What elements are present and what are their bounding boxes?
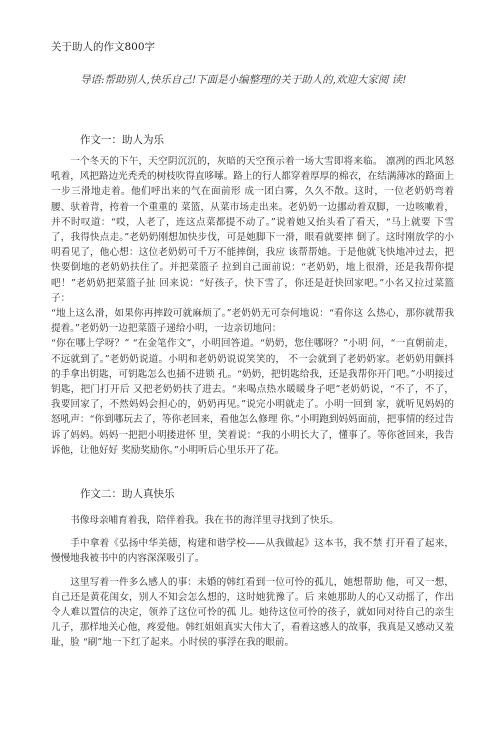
- essay1-heading: 作文一：助人为乐: [80, 134, 164, 146]
- document-title: 关于助人的作文800字: [51, 41, 156, 53]
- essay2-heading: 作文二：助人真快乐: [80, 488, 175, 500]
- essay2-paragraph: 手中拿着《弘扬中华美德，构建和谐学校——从我做起》这本书，我不禁 打开看了起来，慢慢地我被书中的内容深深吸引了。: [51, 538, 454, 565]
- essay2-paragraph: 这里写着一件多么感人的事：未婚的韩红看到一位可怜的孤儿，她想帮助 他，可又一想，自己还是黄花闺女，别人不知会怎么想的，这时她犹豫了。后 来她那助人的心又动摇了，作出令人难以置信的决定，领养了这位可怜的孤 儿。她待这位可怜的孩子，就如同对待自己的亲生儿子，那样地关心他，疼爱他。韩红姐姐真实大伟大了，看着这感人的故事，我真是又感动又羞耻，脸 “刷”地一下红了起来。小时侯的事浮在我的眼前。: [51, 576, 454, 649]
- essay1-body: [51, 154, 454, 458]
- essay1-paragraph: 一个冬天的下午，天空阴沉沉的，灰暗的天空预示着一场大雪即将来临。 凛冽的西北风怒吼着，风把路边光秃秃的树枝吹得直哆嗦。路上的行人都穿着厚厚的棉衣，在结满薄冰的路面上一步三滑地走着。他们呼出来的气在面前形 成一团白雾，久久不散。这时，一位老奶奶弯着腰、驮着背，挎着一个重重的 菜篮，从菜市场走出来。老奶奶一边挪动着双脚，一边咳嗽着，并不时叹道：“哎，人老了，连这点菜都提不动了。”说着她又抬头看了看天，“马上就要 下雪了，我得快点走。”老奶奶刚想加快步伐，可是她脚下一滑，眼看就要摔 倒了。这时刚放学的小明看见了，他心想：这位老奶奶可千万不能摔倒，我应 该帮帮她。于是他就飞快地冲过去，把快要倒地的老奶奶扶住了。并把菜篮子 拉到自己面前说：“老奶奶，地上很滑，还是我帮你提吧！”老奶奶把菜篮子扯 回来说：“好孩子，快下雪了，你还是赶快回家吧。”小名又拉过菜篮子：: [51, 156, 454, 304]
- essay2-body: [51, 513, 454, 651]
- intro-text: 导语:帮助别人,快乐自己!下面是小编整理的关于助人的,欢迎大家阅 读!: [80, 74, 407, 86]
- essay1-paragraph: “地上这么滑，如果你再摔跤可就麻烦了。”老奶奶无可奈何地说：“看你这 么热心，那你就帮我提着。”老奶奶一边把菜篮子递给小明，一边亲切地问：: [51, 308, 454, 335]
- essay1-paragraph: “你在哪上学呀？” “在金笔作文”，小明回答道。“奶奶，您住哪呀？”小明 问，“一直朝前走，不远就到了。”老奶奶说道。小明和老奶奶说说笑笑的， 不一会就到了老奶奶家。老奶奶用颤抖的手拿出钥匙，可钥匙怎么也插不进锁 孔。“奶奶，把钥匙给我，还是我帮你开门吧。”小明接过钥匙，把门打开后 又把老奶奶扶了进去。“来喝点热水暖暖身子吧”老奶奶说，“不了，不了， 我要回家了，不然妈妈会担心的，奶奶再见。”说完小明就走了。小明一回到 家，就听见妈妈的怒吼声：“你到哪玩去了，等你老回来，看他怎么修理 你。”小明跑到妈妈面前，把事情的经过告诉了妈妈。妈妈一把把小明搂进怀 里，笑着说：“我的小明长大了，懂事了。等你爸回来，我告诉他，让他好好 奖励奖励你。”小明听后心里乐开了花。: [51, 338, 454, 456]
- essay2-paragraph: 书像母亲哺育着我，陪伴着我。我在书的海洋里寻找到了快乐。: [70, 515, 339, 526]
